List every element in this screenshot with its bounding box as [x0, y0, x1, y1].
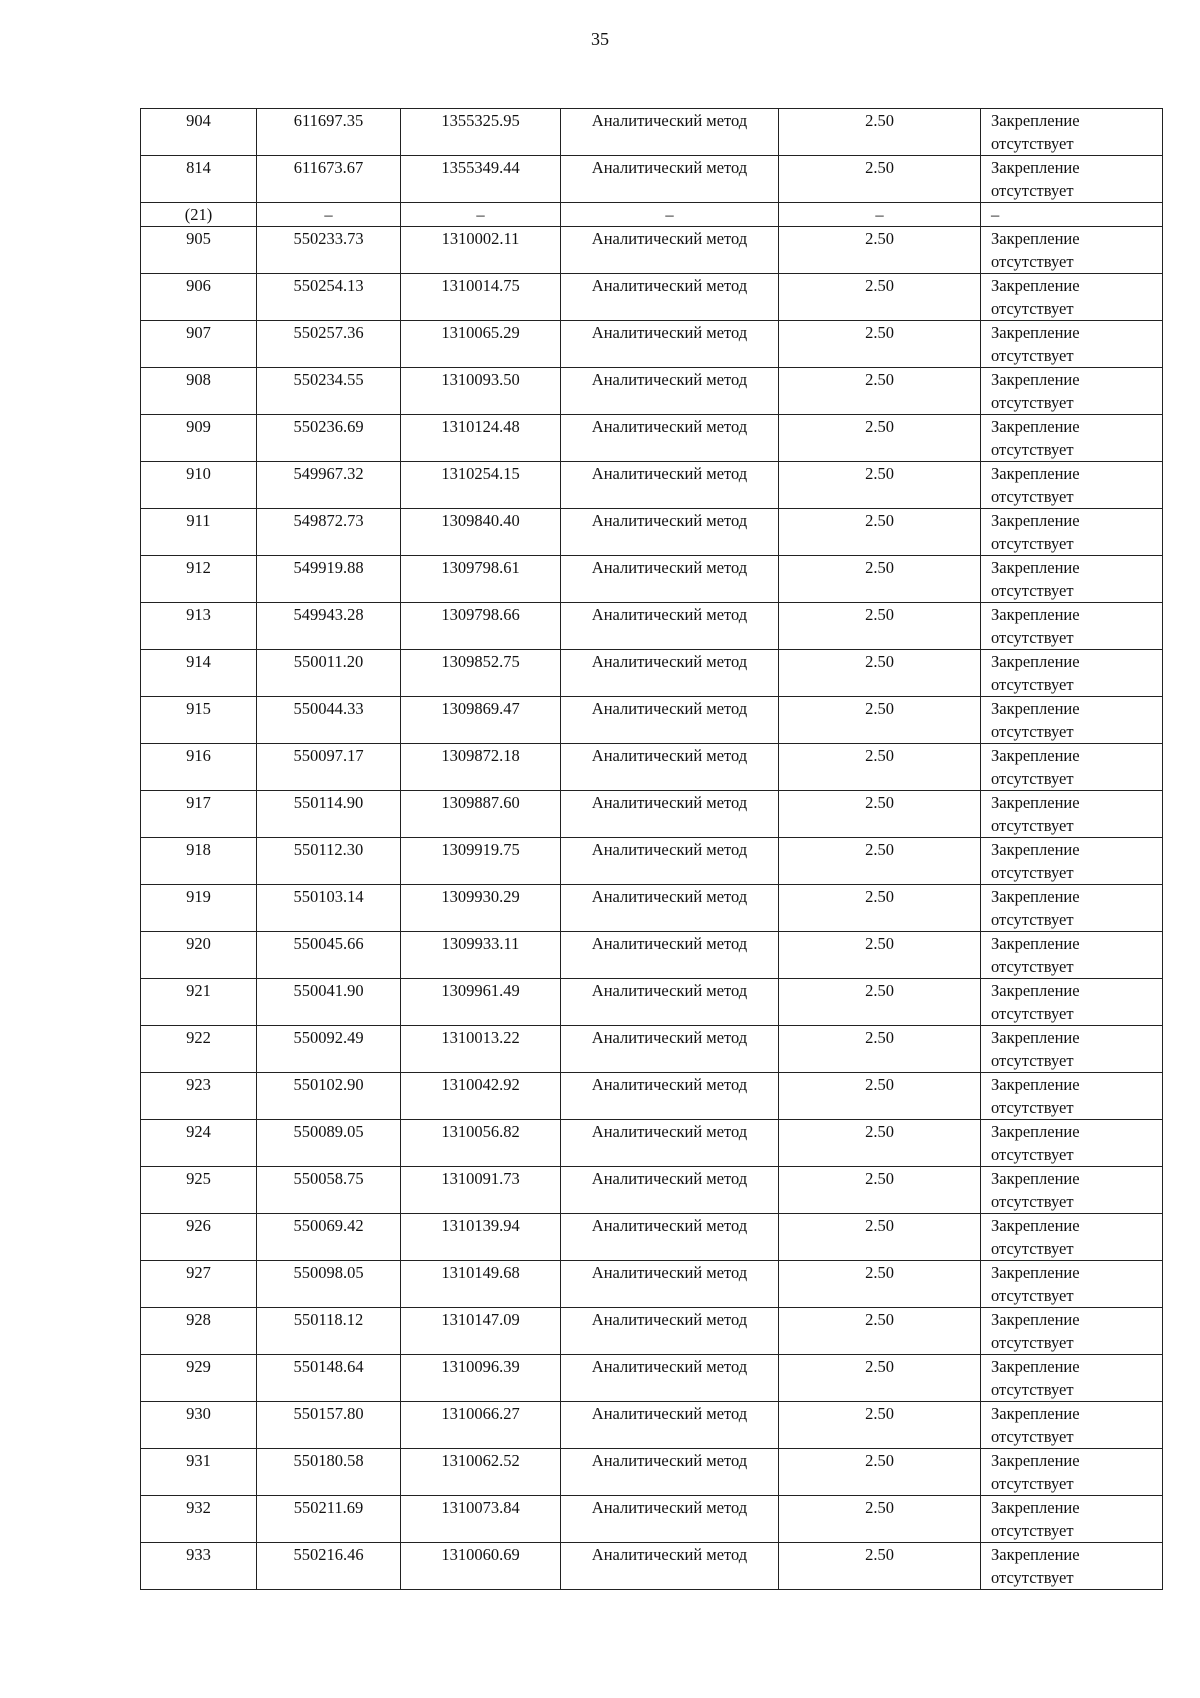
fixing-description-cell: Закрепление отсутствует — [981, 1167, 1163, 1214]
table-row — [141, 838, 1163, 885]
y-coordinate-cell: 1309919.75 — [401, 838, 561, 885]
method-cell: Аналитический метод — [561, 650, 779, 697]
x-coordinate-cell: 550045.66 — [257, 932, 401, 979]
method-cell: Аналитический метод — [561, 838, 779, 885]
x-coordinate-cell: 611673.67 — [257, 156, 401, 203]
accuracy-cell: 2.50 — [779, 109, 981, 156]
table-row — [141, 697, 1163, 744]
point-number-cell: 915 — [141, 697, 257, 744]
point-number-cell: 931 — [141, 1449, 257, 1496]
accuracy-cell: 2.50 — [779, 1496, 981, 1543]
fixing-description-cell: Закрепление отсутствует — [981, 227, 1163, 274]
point-number-cell: 932 — [141, 1496, 257, 1543]
x-coordinate-cell: 549967.32 — [257, 462, 401, 509]
point-number-cell: 913 — [141, 603, 257, 650]
fixing-description-cell: Закрепление отсутствует — [981, 509, 1163, 556]
accuracy-cell: 2.50 — [779, 1214, 981, 1261]
coordinates-table-body — [141, 109, 1163, 1590]
y-coordinate-cell: 1310139.94 — [401, 1214, 561, 1261]
point-number-cell: 910 — [141, 462, 257, 509]
point-number-cell: 921 — [141, 979, 257, 1026]
table-row — [141, 1073, 1163, 1120]
fixing-description-cell: Закрепление отсутствует — [981, 744, 1163, 791]
x-coordinate-cell: 550112.30 — [257, 838, 401, 885]
fixing-description-cell: Закрепление отсутствует — [981, 697, 1163, 744]
x-coordinate-cell: 550211.69 — [257, 1496, 401, 1543]
y-coordinate-cell: 1310149.68 — [401, 1261, 561, 1308]
point-number-cell: 909 — [141, 415, 257, 462]
y-coordinate-cell: 1310096.39 — [401, 1355, 561, 1402]
point-number-cell: 922 — [141, 1026, 257, 1073]
fixing-description-cell: Закрепление отсутствует — [981, 109, 1163, 156]
table-row — [141, 1449, 1163, 1496]
accuracy-cell: 2.50 — [779, 368, 981, 415]
table-row — [141, 1402, 1163, 1449]
accuracy-cell: 2.50 — [779, 227, 981, 274]
y-coordinate-cell: 1310147.09 — [401, 1308, 561, 1355]
point-number-cell: 907 — [141, 321, 257, 368]
accuracy-cell: 2.50 — [779, 885, 981, 932]
accuracy-cell: 2.50 — [779, 415, 981, 462]
fixing-description-cell: Закрепление отсутствует — [981, 932, 1163, 979]
y-coordinate-cell: 1310066.27 — [401, 1402, 561, 1449]
x-coordinate-cell: 550102.90 — [257, 1073, 401, 1120]
y-coordinate-cell: 1310065.29 — [401, 321, 561, 368]
x-coordinate-cell: 549943.28 — [257, 603, 401, 650]
point-number-cell: 925 — [141, 1167, 257, 1214]
y-coordinate-cell: 1310093.50 — [401, 368, 561, 415]
method-cell: Аналитический метод — [561, 1026, 779, 1073]
point-number-cell: 908 — [141, 368, 257, 415]
table-row — [141, 1543, 1163, 1590]
point-number-cell: 926 — [141, 1214, 257, 1261]
fixing-description-cell: Закрепление отсутствует — [981, 1402, 1163, 1449]
fixing-description-cell: Закрепление отсутствует — [981, 1214, 1163, 1261]
x-coordinate-cell: 550098.05 — [257, 1261, 401, 1308]
method-cell: Аналитический метод — [561, 1449, 779, 1496]
table-row — [141, 156, 1163, 203]
point-number-cell: 912 — [141, 556, 257, 603]
accuracy-cell: 2.50 — [779, 932, 981, 979]
y-coordinate-cell: 1310042.92 — [401, 1073, 561, 1120]
method-cell: Аналитический метод — [561, 744, 779, 791]
point-number-cell: 814 — [141, 156, 257, 203]
method-cell: Аналитический метод — [561, 791, 779, 838]
method-cell: Аналитический метод — [561, 415, 779, 462]
x-coordinate-cell: 550041.90 — [257, 979, 401, 1026]
accuracy-cell: 2.50 — [779, 1261, 981, 1308]
y-coordinate-cell: 1309961.49 — [401, 979, 561, 1026]
method-cell: Аналитический метод — [561, 1120, 779, 1167]
point-number-cell: 923 — [141, 1073, 257, 1120]
fixing-description-cell: Закрепление отсутствует — [981, 368, 1163, 415]
accuracy-cell: 2.50 — [779, 556, 981, 603]
point-number-cell: 904 — [141, 109, 257, 156]
x-coordinate-cell: 550254.13 — [257, 274, 401, 321]
method-cell: Аналитический метод — [561, 1308, 779, 1355]
accuracy-cell: 2.50 — [779, 1355, 981, 1402]
method-cell: Аналитический метод — [561, 1402, 779, 1449]
y-coordinate-cell: 1310254.15 — [401, 462, 561, 509]
y-coordinate-cell: 1310062.52 — [401, 1449, 561, 1496]
x-coordinate-cell: 550069.42 — [257, 1214, 401, 1261]
table-row — [141, 203, 1163, 227]
table-row — [141, 744, 1163, 791]
y-coordinate-cell: 1309930.29 — [401, 885, 561, 932]
accuracy-cell: 2.50 — [779, 603, 981, 650]
x-coordinate-cell: 550089.05 — [257, 1120, 401, 1167]
fixing-description-cell: Закрепление отсутствует — [981, 274, 1163, 321]
x-coordinate-cell: 550044.33 — [257, 697, 401, 744]
point-number-cell: 927 — [141, 1261, 257, 1308]
table-row — [141, 274, 1163, 321]
method-cell: Аналитический метод — [561, 885, 779, 932]
method-cell: Аналитический метод — [561, 368, 779, 415]
x-coordinate-cell: 549919.88 — [257, 556, 401, 603]
fixing-description-cell: Закрепление отсутствует — [981, 979, 1163, 1026]
fixing-description-cell: Закрепление отсутствует — [981, 1308, 1163, 1355]
point-number-cell: 930 — [141, 1402, 257, 1449]
method-cell: Аналитический метод — [561, 1261, 779, 1308]
fixing-description-cell: Закрепление отсутствует — [981, 1073, 1163, 1120]
table-row — [141, 368, 1163, 415]
y-coordinate-cell: – — [401, 203, 561, 227]
y-coordinate-cell: 1310073.84 — [401, 1496, 561, 1543]
accuracy-cell: 2.50 — [779, 509, 981, 556]
table-row — [141, 415, 1163, 462]
x-coordinate-cell: – — [257, 203, 401, 227]
point-number-cell: 928 — [141, 1308, 257, 1355]
table-row — [141, 885, 1163, 932]
accuracy-cell: 2.50 — [779, 1402, 981, 1449]
point-number-cell: 905 — [141, 227, 257, 274]
method-cell: Аналитический метод — [561, 979, 779, 1026]
y-coordinate-cell: 1355349.44 — [401, 156, 561, 203]
x-coordinate-cell: 550234.55 — [257, 368, 401, 415]
fixing-description-cell: Закрепление отсутствует — [981, 321, 1163, 368]
method-cell: Аналитический метод — [561, 1496, 779, 1543]
table-row — [141, 603, 1163, 650]
method-cell: Аналитический метод — [561, 556, 779, 603]
table-row — [141, 650, 1163, 697]
y-coordinate-cell: 1309872.18 — [401, 744, 561, 791]
fixing-description-cell: Закрепление отсутствует — [981, 838, 1163, 885]
table-row — [141, 1355, 1163, 1402]
method-cell: Аналитический метод — [561, 1543, 779, 1590]
y-coordinate-cell: 1310091.73 — [401, 1167, 561, 1214]
method-cell: Аналитический метод — [561, 227, 779, 274]
method-cell: Аналитический метод — [561, 1355, 779, 1402]
y-coordinate-cell: 1309869.47 — [401, 697, 561, 744]
table-row — [141, 1026, 1163, 1073]
y-coordinate-cell: 1355325.95 — [401, 109, 561, 156]
table-row — [141, 1261, 1163, 1308]
y-coordinate-cell: 1310056.82 — [401, 1120, 561, 1167]
fixing-description-cell: Закрепление отсутствует — [981, 885, 1163, 932]
fixing-description-cell: Закрепление отсутствует — [981, 1026, 1163, 1073]
table-row — [141, 932, 1163, 979]
point-number-cell: (21) — [141, 203, 257, 227]
y-coordinate-cell: 1309933.11 — [401, 932, 561, 979]
y-coordinate-cell: 1310013.22 — [401, 1026, 561, 1073]
y-coordinate-cell: 1310014.75 — [401, 274, 561, 321]
accuracy-cell: 2.50 — [779, 321, 981, 368]
x-coordinate-cell: 611697.35 — [257, 109, 401, 156]
y-coordinate-cell: 1310002.11 — [401, 227, 561, 274]
x-coordinate-cell: 549872.73 — [257, 509, 401, 556]
x-coordinate-cell: 550011.20 — [257, 650, 401, 697]
y-coordinate-cell: 1309798.66 — [401, 603, 561, 650]
accuracy-cell: 2.50 — [779, 156, 981, 203]
table-row — [141, 1308, 1163, 1355]
x-coordinate-cell: 550257.36 — [257, 321, 401, 368]
fixing-description-cell: Закрепление отсутствует — [981, 650, 1163, 697]
y-coordinate-cell: 1309840.40 — [401, 509, 561, 556]
fixing-description-cell: – — [981, 203, 1163, 227]
point-number-cell: 906 — [141, 274, 257, 321]
x-coordinate-cell: 550097.17 — [257, 744, 401, 791]
method-cell: – — [561, 203, 779, 227]
point-number-cell: 920 — [141, 932, 257, 979]
accuracy-cell: 2.50 — [779, 650, 981, 697]
x-coordinate-cell: 550148.64 — [257, 1355, 401, 1402]
x-coordinate-cell: 550216.46 — [257, 1543, 401, 1590]
method-cell: Аналитический метод — [561, 1167, 779, 1214]
point-number-cell: 916 — [141, 744, 257, 791]
fixing-description-cell: Закрепление отсутствует — [981, 1120, 1163, 1167]
fixing-description-cell: Закрепление отсутствует — [981, 1496, 1163, 1543]
table-row — [141, 791, 1163, 838]
accuracy-cell: 2.50 — [779, 1449, 981, 1496]
table-row — [141, 227, 1163, 274]
accuracy-cell: 2.50 — [779, 1120, 981, 1167]
accuracy-cell: 2.50 — [779, 1308, 981, 1355]
table-row — [141, 1120, 1163, 1167]
x-coordinate-cell: 550180.58 — [257, 1449, 401, 1496]
accuracy-cell: 2.50 — [779, 1073, 981, 1120]
table-row — [141, 509, 1163, 556]
x-coordinate-cell: 550092.49 — [257, 1026, 401, 1073]
point-number-cell: 911 — [141, 509, 257, 556]
y-coordinate-cell: 1310124.48 — [401, 415, 561, 462]
x-coordinate-cell: 550058.75 — [257, 1167, 401, 1214]
x-coordinate-cell: 550118.12 — [257, 1308, 401, 1355]
accuracy-cell: 2.50 — [779, 979, 981, 1026]
method-cell: Аналитический метод — [561, 932, 779, 979]
accuracy-cell: 2.50 — [779, 838, 981, 885]
fixing-description-cell: Закрепление отсутствует — [981, 1261, 1163, 1308]
table-row — [141, 462, 1163, 509]
table-row — [141, 1496, 1163, 1543]
y-coordinate-cell: 1310060.69 — [401, 1543, 561, 1590]
table-row — [141, 321, 1163, 368]
fixing-description-cell: Закрепление отсутствует — [981, 1449, 1163, 1496]
fixing-description-cell: Закрепление отсутствует — [981, 462, 1163, 509]
point-number-cell: 933 — [141, 1543, 257, 1590]
fixing-description-cell: Закрепление отсутствует — [981, 603, 1163, 650]
method-cell: Аналитический метод — [561, 274, 779, 321]
table-row — [141, 109, 1163, 156]
method-cell: Аналитический метод — [561, 462, 779, 509]
accuracy-cell: 2.50 — [779, 1026, 981, 1073]
fixing-description-cell: Закрепление отсутствует — [981, 415, 1163, 462]
method-cell: Аналитический метод — [561, 156, 779, 203]
table-row — [141, 556, 1163, 603]
method-cell: Аналитический метод — [561, 697, 779, 744]
x-coordinate-cell: 550103.14 — [257, 885, 401, 932]
x-coordinate-cell: 550236.69 — [257, 415, 401, 462]
page-number: 35 — [591, 29, 609, 49]
x-coordinate-cell: 550114.90 — [257, 791, 401, 838]
x-coordinate-cell: 550157.80 — [257, 1402, 401, 1449]
point-number-cell: 924 — [141, 1120, 257, 1167]
fixing-description-cell: Закрепление отсутствует — [981, 156, 1163, 203]
fixing-description-cell: Закрепление отсутствует — [981, 791, 1163, 838]
table-row — [141, 1167, 1163, 1214]
fixing-description-cell: Закрепление отсутствует — [981, 1543, 1163, 1590]
accuracy-cell: 2.50 — [779, 1167, 981, 1214]
accuracy-cell: – — [779, 203, 981, 227]
coordinates-table — [140, 108, 1163, 1590]
method-cell: Аналитический метод — [561, 1214, 779, 1261]
point-number-cell: 918 — [141, 838, 257, 885]
accuracy-cell: 2.50 — [779, 791, 981, 838]
fixing-description-cell: Закрепление отсутствует — [981, 1355, 1163, 1402]
point-number-cell: 919 — [141, 885, 257, 932]
accuracy-cell: 2.50 — [779, 697, 981, 744]
accuracy-cell: 2.50 — [779, 744, 981, 791]
table-row — [141, 979, 1163, 1026]
y-coordinate-cell: 1309887.60 — [401, 791, 561, 838]
method-cell: Аналитический метод — [561, 603, 779, 650]
table-row — [141, 1214, 1163, 1261]
point-number-cell: 914 — [141, 650, 257, 697]
method-cell: Аналитический метод — [561, 109, 779, 156]
method-cell: Аналитический метод — [561, 321, 779, 368]
method-cell: Аналитический метод — [561, 1073, 779, 1120]
x-coordinate-cell: 550233.73 — [257, 227, 401, 274]
point-number-cell: 929 — [141, 1355, 257, 1402]
point-number-cell: 917 — [141, 791, 257, 838]
accuracy-cell: 2.50 — [779, 1543, 981, 1590]
accuracy-cell: 2.50 — [779, 462, 981, 509]
fixing-description-cell: Закрепление отсутствует — [981, 556, 1163, 603]
y-coordinate-cell: 1309798.61 — [401, 556, 561, 603]
method-cell: Аналитический метод — [561, 509, 779, 556]
y-coordinate-cell: 1309852.75 — [401, 650, 561, 697]
accuracy-cell: 2.50 — [779, 274, 981, 321]
